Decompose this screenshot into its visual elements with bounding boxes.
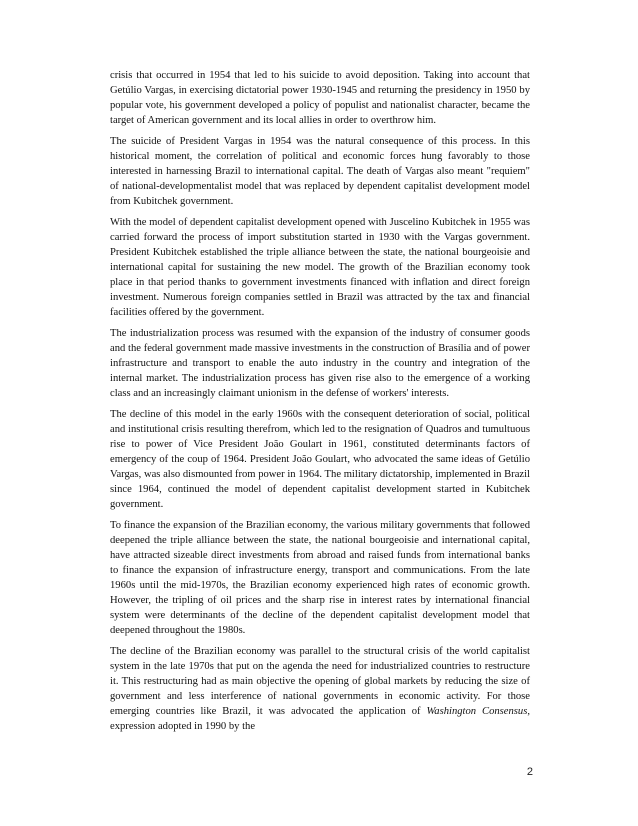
body-text [110,68,530,740]
paragraph-vargas-crisis: crisis that occurred in 1954 that led to his suicide to avoid deposition. Taking into account that Getúlio Vargas, in exercising dictatorial power 1930-1945 and returning the presidency in 1950 by popular vote, his government developed a policy of populist and nationalist character, became the target of American government and its local allies in order to overthrow him. [110,70,530,126]
paragraph-vargas-suicide: The suicide of President Vargas in 1954 was the natural consequence of this process. In this historical moment, the correlation of political and economic forces hung favorably to those interested in harnessing Brazil to international capital. The death of Vargas also meant "requiem" of national-developmentalist model that was replaced by dependent capitalist development model from Kubitchek government. [110,136,530,207]
washington-consensus-emphasis: Washington Consensus [426,706,528,717]
paragraph-model-decline: The decline of this model in the early 1960s with the consequent deterioration of social, political and institutional crisis resulting therefrom, which led to the resignation of Quadros and tumultuous rise to power of Vice President João Goulart in 1961, constituted determinants factors of emergency of the coup of 1964. President João Goulart, who advocated the same ideas of Getúlio Vargas, was also dismounted from power in 1964. The military dictatorship, implemented in Brazil since 1964, continued the model of dependent capitalist development started in Kubitchek government. [110,409,530,510]
paragraph-industrialization: The industrialization process was resumed with the expansion of the industry of consumer goods and the federal government made massive investments in the construction of Brasília and of power infrastructure and transport to enable the auto industry in the country and integration of the internal market. The industrialization process has given rise also to the emergence of a working class and an increasingly claimant unionism in the defense of workers' interests. [110,328,530,399]
paragraph-structural-crisis [110,644,530,734]
page-number: 2 [526,766,533,778]
paragraph-military-finance: To finance the expansion of the Brazilian economy, the various military governments that followed deepened the triple alliance between the state, the national bourgeoisie and international capital, have attracted sizeable direct investments from abroad and raised funds from international banks to finance the expansion of infrastructure energy, transport and communications. From the late 1960s until the mid-1970s, the Brazilian economy experienced high rates of economic growth. However, the tripling of oil prices and the sharp rise in interest rates by international financial system were determinants of the decline of the dependent capitalist development model that deepened throughout the 1980s. [110,520,530,636]
paragraph-kubitchek-model: With the model of dependent capitalist development opened with Juscelino Kubitchek in 1955 was carried forward the process of import substitution started in 1930 with the Vargas government. President Kubitchek established the triple alliance between the state, the national bourgeoisie and international capital for sustaining the new model. The growth of the Brazilian economy took place in that period thanks to government investments financed with inflation and direct foreign investment. Numerous foreign companies settled in Brazil was attracted by the tax and financial facilities offered by the government. [110,217,530,318]
paragraph-text-end: , expression adopted in 1990 by the [110,706,530,732]
paragraph-text-start: The decline of the Brazilian economy was parallel to the structural crisis of the world capitalist system in the late 1970s that put on the agenda the need for industrialized countries to restructure it. This restructuring had as main objective the opening of global markets by reducing the size of government and less interference of national governments in economic activity. For those emerging countries like Brazil, it was advocated the application of [110,646,530,717]
